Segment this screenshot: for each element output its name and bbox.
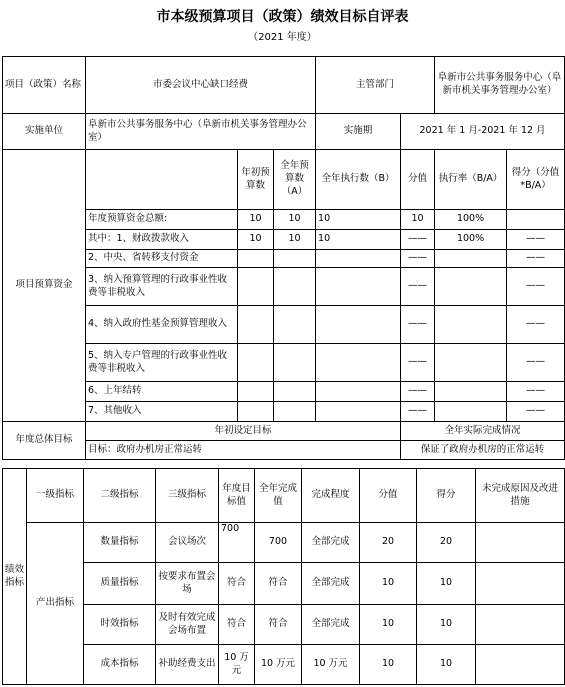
funds-row-initial: [238, 382, 274, 402]
funds-row-executed: [316, 306, 401, 344]
funds-row-score: ——: [401, 230, 435, 250]
perf-row-target: 符合: [219, 563, 255, 605]
funds-row-initial: [238, 344, 274, 382]
perf-row-level2: 成本指标: [84, 645, 156, 685]
funds-row-label: 6、上年结转: [86, 382, 238, 402]
funds-row-annual: [274, 382, 316, 402]
dept-value: 阜新市公共事务服务中心（阜新市机关事务管理办公室）: [435, 57, 565, 114]
goal-set-label: 年初设定目标: [86, 422, 401, 441]
funds-row-executed: [316, 268, 401, 306]
perf-row-points: 10: [417, 563, 476, 605]
perf-header-degree: 完成程度: [302, 469, 360, 523]
project-name-row: [3, 57, 565, 114]
perf-row-points: 20: [417, 523, 476, 563]
funds-row-fund: [3, 306, 565, 344]
funds-row-executed: 10: [316, 210, 401, 230]
funds-row-rate: [435, 402, 507, 422]
perf-header-actual: 全年完成值: [255, 469, 302, 523]
perf-row-reason: [476, 605, 565, 645]
funds-row-points: ——: [507, 250, 565, 268]
goal-done-value: 保证了政府办机房的正常运转: [401, 441, 565, 460]
funds-row-label: 7、其他收入: [86, 402, 238, 422]
funds-row-annual: [274, 250, 316, 268]
funds-header-executed: 全年执行数（B）: [316, 150, 401, 210]
funds-row-executed: [316, 382, 401, 402]
funds-header-initial: 年初预算数: [238, 150, 274, 210]
perf-row-target: 10 万元: [219, 645, 255, 685]
perf-row-reason: [476, 645, 565, 685]
perf-row-level3: 及时有效完成会场布置: [156, 605, 219, 645]
funds-row-other: [3, 402, 565, 422]
perf-row-degree: 全部完成: [302, 523, 360, 563]
funds-row-initial: [238, 306, 274, 344]
funds-row-total: [3, 210, 565, 230]
funds-row-points: ——: [507, 306, 565, 344]
funds-row-points: ——: [507, 268, 565, 306]
form-title: 市本级预算项目（政策）绩效目标自评表: [156, 9, 409, 25]
perf-row-level2: 时效指标: [84, 605, 156, 645]
funds-row-label: 其中：1、财政拨款收入: [86, 230, 238, 250]
perf-row-level3: 按要求布置会场: [156, 563, 219, 605]
perf-row-degree: 10 万元: [302, 645, 360, 685]
project-name-label: 项目（政策）名称: [3, 57, 86, 114]
funds-row-annual: [274, 306, 316, 344]
perf-row-actual: 符合: [255, 563, 302, 605]
funds-row-points: ——: [507, 402, 565, 422]
funds-header-row: [3, 150, 565, 210]
perf-header-target: 年度目标值: [219, 469, 255, 523]
perf-row-reason: [476, 563, 565, 605]
funds-row-score: ——: [401, 306, 435, 344]
funds-row-rate: [435, 268, 507, 306]
perf-section-label: 绩效指标: [3, 469, 27, 685]
funds-row-label: 5、纳入专户管理的行政事业性收费等非税收入: [86, 344, 238, 382]
funds-row-initial: 10: [238, 230, 274, 250]
funds-row-initial: [238, 268, 274, 306]
funds-row-carryover: [3, 382, 565, 402]
funds-row-rate: 100%: [435, 210, 507, 230]
perf-header-level3: 三级指标: [156, 469, 219, 523]
perf-row-level2: 数量指标: [84, 523, 156, 563]
impl-unit-label: 实施单位: [3, 114, 86, 150]
funds-row-initial: 10: [238, 210, 274, 230]
funds-label: 项目预算资金: [3, 150, 86, 422]
funds-row-rate: 100%: [435, 230, 507, 250]
perf-row-timeliness: [3, 605, 565, 645]
funds-row-executed: [316, 344, 401, 382]
perf-row-score: 10: [360, 563, 417, 605]
perf-row-degree: 全部完成: [302, 563, 360, 605]
perf-row-target: 700: [219, 523, 255, 563]
perf-row-reason: [476, 523, 565, 563]
goal-done-label: 全年实际完成情况: [401, 422, 565, 441]
funds-header-annual: 全年预算数（A）: [274, 150, 316, 210]
goal-set-value: 目标：政府办机房正常运转: [86, 441, 401, 460]
goal-header-row: [3, 422, 565, 441]
funds-row-fiscal: [3, 230, 565, 250]
perf-row-score: 20: [360, 523, 417, 563]
funds-row-annual: 10: [274, 210, 316, 230]
funds-row-label: 4、纳入政府性基金预算管理收入: [86, 306, 238, 344]
impl-unit-value: 阜新市公共事务服务中心（阜新市机关事务管理办公室）: [86, 114, 316, 150]
form-subtitle: （2021 年度）: [248, 32, 317, 43]
perf-row-actual: 符合: [255, 605, 302, 645]
funds-row-initial: [238, 402, 274, 422]
funds-row-rate: [435, 250, 507, 268]
impl-period-value: 2021 年 1 月-2021 年 12 月: [401, 114, 565, 150]
funds-row-points: ——: [507, 230, 565, 250]
funds-header-score: 分值: [401, 150, 435, 210]
perf-row-score: 10: [360, 605, 417, 645]
funds-row-points: ——: [507, 382, 565, 402]
impl-period-label: 实施期: [316, 114, 401, 150]
funds-header-rate: 执行率（B/A）: [435, 150, 507, 210]
funds-row-annual: [274, 402, 316, 422]
funds-row-executed: [316, 402, 401, 422]
perf-row-points: 10: [417, 645, 476, 685]
funds-row-score: ——: [401, 268, 435, 306]
perf-row-target: 符合: [219, 605, 255, 645]
funds-row-special: [3, 344, 565, 382]
perf-row-quantity: [3, 523, 565, 563]
perf-row-level2: 质量指标: [84, 563, 156, 605]
perf-header-level2: 二级指标: [84, 469, 156, 523]
funds-row-rate: [435, 306, 507, 344]
project-name-value: 市委会议中心缺口经费: [86, 57, 316, 114]
perf-header-score: 分值: [360, 469, 417, 523]
perf-row-level3: 补助经费支出: [156, 645, 219, 685]
funds-row-rate: [435, 344, 507, 382]
funds-row-label: 年度预算资金总额:: [86, 210, 238, 230]
perf-header-row: [3, 469, 565, 523]
perf-header-points: 得分: [417, 469, 476, 523]
funds-row-label: 2、中央、省转移支付资金: [86, 250, 238, 268]
funds-row-points: ——: [507, 344, 565, 382]
funds-row-score: ——: [401, 250, 435, 268]
perf-row-actual: 10 万元: [255, 645, 302, 685]
goal-content-row: [3, 441, 565, 460]
funds-row-annual: 10: [274, 230, 316, 250]
funds-row-annual: [274, 344, 316, 382]
performance-table: [2, 468, 565, 685]
budget-table: [2, 56, 565, 460]
perf-row-quality: [3, 563, 565, 605]
perf-row-points: 10: [417, 605, 476, 645]
impl-row: [3, 114, 565, 150]
dept-label: 主管部门: [316, 57, 435, 114]
perf-row-cost: [3, 645, 565, 685]
funds-row-executed: [316, 250, 401, 268]
perf-header-reason: 未完成原因及改进措施: [476, 469, 565, 523]
funds-header-points: 得分（分值*B/A）: [507, 150, 565, 210]
perf-level1-output: 产出指标: [27, 523, 84, 685]
goal-label: 年度总体目标: [3, 422, 86, 460]
funds-row-score: ——: [401, 402, 435, 422]
perf-row-degree: 全部完成: [302, 605, 360, 645]
perf-row-level3: 会议场次: [156, 523, 219, 563]
funds-row-points: [507, 210, 565, 230]
funds-row-initial: [238, 250, 274, 268]
funds-row-score: ——: [401, 344, 435, 382]
funds-row-transfer: [3, 250, 565, 268]
funds-row-rate: [435, 382, 507, 402]
funds-row-nontax: [3, 268, 565, 306]
perf-row-actual: 700: [255, 523, 302, 563]
funds-header-blank: [86, 150, 238, 210]
funds-row-executed: 10: [316, 230, 401, 250]
funds-row-label: 3、纳入预算管理的行政事业性收费等非税收入: [86, 268, 238, 306]
funds-row-score: 10: [401, 210, 435, 230]
perf-header-level1: 一级指标: [27, 469, 84, 523]
perf-row-score: 10: [360, 645, 417, 685]
funds-row-score: ——: [401, 382, 435, 402]
funds-row-annual: [274, 268, 316, 306]
